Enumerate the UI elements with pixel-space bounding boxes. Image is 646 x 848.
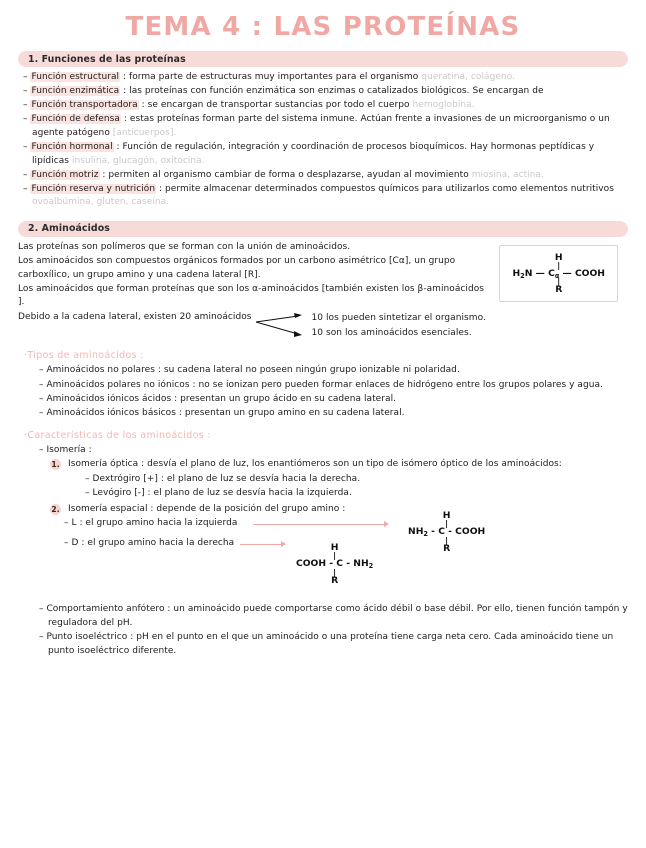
chem-bottom-atom: R [443, 542, 451, 554]
chem-left-group: NH [408, 526, 424, 538]
tipos-list [34, 364, 628, 420]
numbered-item-1 [50, 458, 628, 472]
list-item [34, 603, 628, 630]
sep: : [120, 114, 130, 125]
chem-top-atom: H [330, 542, 339, 554]
sep: : [127, 631, 137, 642]
aminoacidos-intro-row [18, 241, 628, 310]
term-funcion-enzimatica: Función enzimática [31, 86, 120, 97]
example: insulina, glucagón, oxitocina. [71, 155, 205, 166]
sep: : [120, 72, 129, 82]
term-funcion-reserva: Función reserva y nutrición [31, 183, 156, 194]
example: miosina, actina. [471, 169, 544, 180]
arrow-L-head-icon [384, 521, 389, 527]
aminoacidos-intro-text [18, 241, 491, 310]
chem-bond-right-icon: — [562, 268, 572, 280]
list-item [18, 169, 628, 183]
isomeria-espacial-diagram [48, 510, 628, 601]
chem-left-sub: 2 [520, 271, 525, 280]
list-item [18, 183, 628, 210]
arrow-D-line [240, 544, 282, 545]
numbered-item-2 [50, 503, 628, 517]
page-title: TEMA 4 : LAS PROTEÍNAS [125, 12, 521, 42]
example: queratina, colágeno. [421, 72, 515, 82]
section-header-funciones: 1. Funciones de las proteínas [18, 51, 628, 67]
list-item: – Aminoácidos no polares : su cadena lateral no poseen ningún grupo ionizable ni polaridad. [34, 364, 628, 378]
body: permiten al organismo cambiar de forma o desplazarse, ayudan al movimiento [108, 169, 469, 180]
body: un aminoácido puede comportarse como ácido débil o base débil. Por ello, tienen función tampón y reguladora del pH. [48, 604, 628, 628]
chem-bottom-atom: R [555, 284, 563, 296]
term-comportamiento-anfotero: Comportamiento anfótero [46, 604, 165, 615]
label-D-isomer: – D : el grupo amino hacia la derecha [64, 538, 235, 549]
chem-top-atom: H [554, 251, 563, 263]
number-badge-2: 2. [51, 504, 60, 514]
numbered-item-1-text: Isomería óptica : desvía el plano de luz, los enantiómeros son un tipo de isómero óptico de los aminoácidos: [68, 459, 562, 470]
list-item: – Aminoácidos polares no iónicos : no se ionizan pero pueden formar enlaces de hidrógeno entre los grupos polares y agua. [34, 379, 628, 393]
isomeria-label: – Isomería : [34, 444, 628, 458]
list-item: – Aminoácidos iónicos básicos : presentan un grupo amino en su cadena lateral. [34, 407, 628, 421]
label-L-isomer: – L : el grupo amino hacia la izquierda [64, 518, 238, 529]
branch-lead-text: Debido a la cadena lateral, existen 20 aminoácidos [18, 312, 252, 323]
numbered-item-2-text: Isomería espacial : depende de la posición del grupo amino : [68, 503, 346, 514]
list-item: – Levógiro [-] : el plano de luz se desvía hacia la izquierda. [80, 487, 628, 501]
term-funcion-motriz: Función motriz [31, 169, 99, 180]
intro-line-2: Los aminoácidos son compuestos orgánicos formados por un carbono asimétrico [Cα], un grupo carboxílico, un grupo amino y una cadena lateral [R]. [18, 256, 456, 280]
arrow-L-line [253, 524, 385, 525]
list-item: – Aminoácidos iónicos ácidos : presentan un grupo ácido en su cadena lateral. [34, 393, 628, 407]
chem-middle-row: $NH_2$ - C - COOH [408, 526, 486, 538]
sep: : [156, 183, 165, 194]
list-item [34, 631, 628, 658]
chem-right-group: COOH [455, 526, 486, 538]
section-header-aminoacidos: 2. Aminoácidos [18, 221, 628, 237]
chem-left-sub: 2 [423, 529, 428, 538]
chem-bond-down-icon: | [445, 535, 449, 545]
chem-center-atom: C [336, 558, 344, 570]
chem-structure-D [296, 543, 373, 585]
term-funcion-defensa: Función de defensa [31, 114, 120, 125]
branch-outcome-2: 10 son los aminoácidos esenciales. [311, 328, 472, 339]
term-funcion-estructural: Función estructural [31, 72, 120, 82]
body: pH en el punto en el que un aminoácido o una proteína tiene carga neta cero. Cada aminoácido tiene un punto isoeléctrico diferente. [48, 631, 614, 656]
body: permite almacenar determinados compuestos químicos para utilizarlos como elementos nutritivos [165, 183, 614, 194]
chem-right-sub: 2 [368, 561, 374, 570]
body: las proteínas con función enzimática son enzimas o catalizados biológicos. Se encargan de [129, 86, 544, 97]
caracteristicas-final-list [34, 603, 628, 658]
subheading-caracteristicas-aminoacidos: · Características de los aminoácidos : [24, 430, 628, 441]
list-item [18, 113, 628, 140]
list-item [18, 99, 628, 113]
chem-bond-up-icon: | [333, 551, 337, 561]
chem-right-group: COOH [574, 268, 605, 280]
body: forma parte de estructuras muy importantes para el organismo [129, 72, 419, 82]
chem-right-group: NH [353, 558, 369, 570]
subheading-tipos-aminoacidos: · Tipos de aminoácidos : [24, 350, 628, 361]
list-item: – Dextrógiro [+] : el plano de luz se desvía hacia la derecha. [80, 473, 628, 487]
chem-center-sub: α [554, 271, 560, 280]
intro-line-1: Las proteínas son polímeros que se forman con la unión de aminoácidos. [18, 241, 351, 252]
term-funcion-transportadora: Función transportadora [31, 100, 138, 111]
list-item [18, 85, 628, 99]
branch-arrows-icon [254, 311, 310, 343]
numbered-list [50, 458, 628, 516]
isomeria-block [34, 444, 628, 516]
body: se encargan de transportar sustancias por todo el cuerpo [147, 100, 410, 111]
example: ovoalbúmina, gluten, caseína. [32, 197, 170, 208]
example: hemoglobina. [412, 100, 475, 111]
term-funcion-hormonal: Función hormonal [31, 141, 113, 152]
intro-line-3: Los aminoácidos que forman proteínas que son los α-aminoácidos [también existen los β-aminoácidos ]. [18, 283, 485, 308]
chem-structure-general [512, 253, 605, 295]
chem-middle-row [512, 269, 605, 278]
sep: : [113, 141, 123, 152]
chem-bond-left-icon: — [535, 268, 545, 280]
body: estas proteínas forman parte del sistema inmune. Actúan frente a invasiones de un microorganismo o un agente patógeno [32, 114, 610, 138]
chem-center-atom: C [548, 268, 555, 280]
example: [anticuerpos]. [112, 127, 177, 138]
branch-20-aminoacidos [18, 311, 628, 343]
amino-acid-general-formula-box [499, 245, 618, 302]
sep: : [120, 86, 130, 97]
chem-bond-up-icon: | [445, 519, 449, 529]
chem-structure-L [408, 511, 485, 553]
chem-center-atom: C [438, 526, 445, 538]
list-item [18, 71, 628, 85]
arrow-D-head-icon [281, 541, 286, 547]
list-item [18, 141, 628, 168]
branch-outcomes [312, 311, 628, 341]
chem-bond-up-icon: | [557, 261, 561, 271]
chem-top-atom: H [442, 510, 451, 522]
sep: : [164, 604, 174, 615]
sep: : [99, 169, 109, 180]
chem-bond-down-icon: | [557, 277, 561, 287]
sep: : [138, 100, 148, 111]
chem-bond-down-icon: | [333, 567, 337, 577]
chem-left-group: COOH [296, 558, 327, 570]
chem-bottom-atom: R [331, 574, 339, 586]
body: Función de regulación, integración y coordinación de procesos bioquímicos. Hay hormonas peptídicas y lipídicas [32, 141, 595, 166]
funciones-list [18, 71, 628, 210]
chem-middle-row: COOH - C - $NH_2$ [296, 558, 374, 570]
term-punto-isoelectrico: Punto isoeléctrico [46, 631, 128, 642]
chem-left-rest: N [524, 268, 533, 280]
branch-outcome-1: 10 los pueden sintetizar el organismo. [311, 313, 486, 324]
number-badge-1: 1. [51, 460, 60, 470]
chem-left-group: H [512, 268, 521, 280]
